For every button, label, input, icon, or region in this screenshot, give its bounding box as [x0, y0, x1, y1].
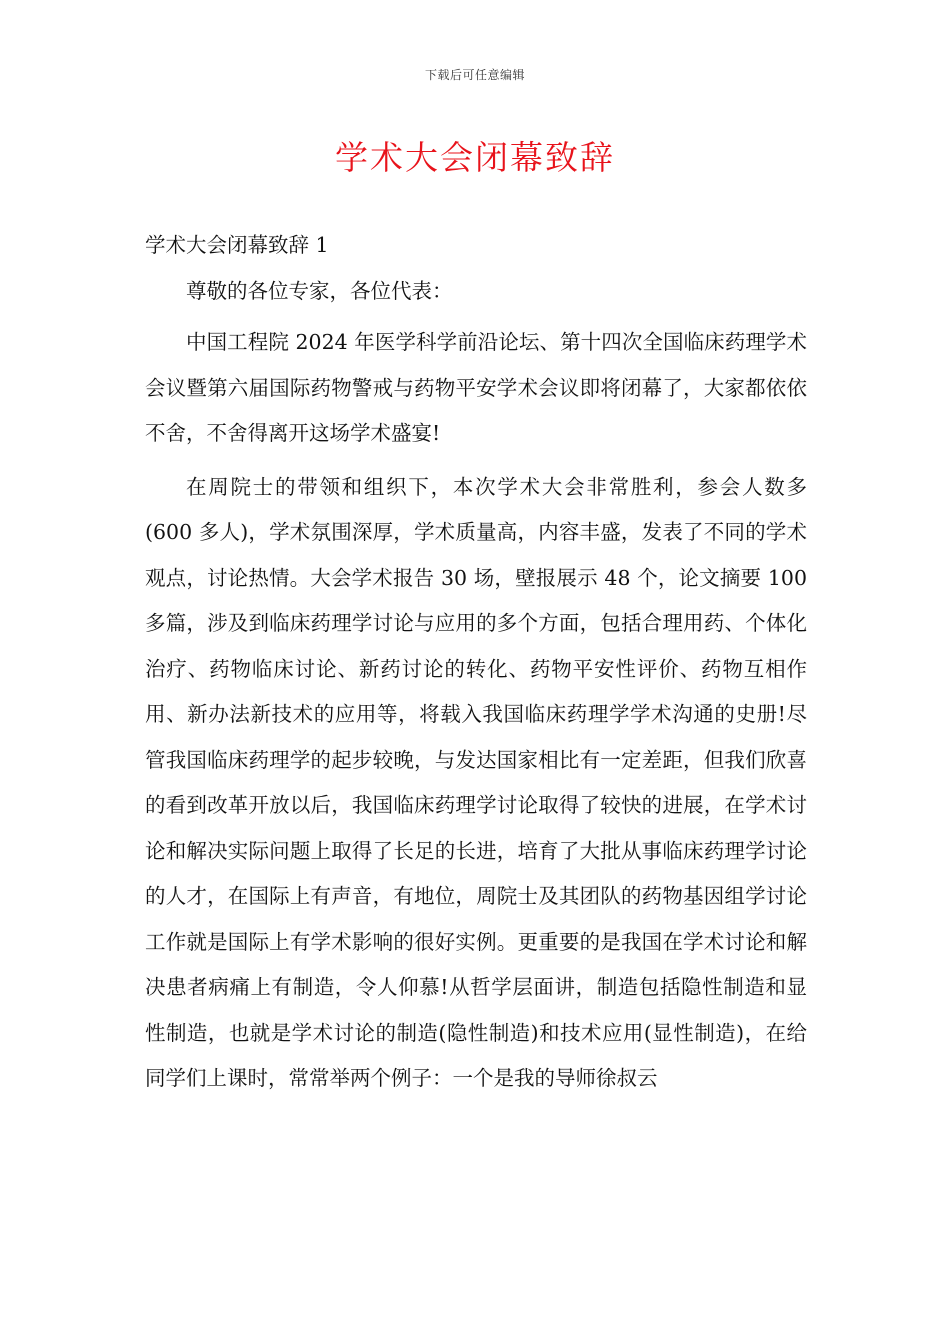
document-title: 学术大会闭幕致辞 [335, 138, 615, 177]
document-body [145, 223, 807, 1110]
section-heading: 学术大会闭幕致辞 1 [145, 233, 329, 257]
paragraph-2: 在周院士的带领和组织下，本次学术大会非常胜利，参会人数多(600 多人)，学术氛围深厚，学术质量高，内容丰盛，发表了不同的学术观点，讨论热情。大会学术报告 30 场，壁报展示 48 个，论文摘要 100 多篇，涉及到临床药理学讨论与应用的多个方面，包括合理用药、个体化治疗、药物临床讨论、新药讨论的转化、药物平安性评价、药物互相作用、新办法新技术的应用等，将载入我国临床药理学学术沟通的史册!尽管我国临床药理学的起步较晚，与发达国家相比有一定差距，但我们欣喜的看到改革开放以后，我国临床药理学讨论取得了较快的进展，在学术讨论和解决实际问题上取得了长足的长进，培育了大批从事临床药理学讨论的人才，在国际上有声音，有地位，周院士及其团队的药物基因组学讨论工作就是国际上有学术影响的很好实例。更重要的是我国在学术讨论和解决患者病痛上有制造，令人仰慕!从哲学层面讲，制造包括隐性制造和显性制造，也就是学术讨论的制造(隐性制造)和技术应用(显性制造)，在给同学们上课时，常常举两个例子：一个是我的导师徐叔云 [145, 474, 807, 1090]
paragraph-1: 中国工程院 2024 年医学科学前沿论坛、第十四次全国临床药理学术会议暨第六届国际药物警戒与药物平安学术会议即将闭幕了，大家都依依不舍，不舍得离开这场学术盛宴! [145, 330, 807, 445]
page-header: 下载后可任意编辑 [424, 68, 525, 82]
salutation: 尊敬的各位专家，各位代表： [186, 278, 453, 303]
